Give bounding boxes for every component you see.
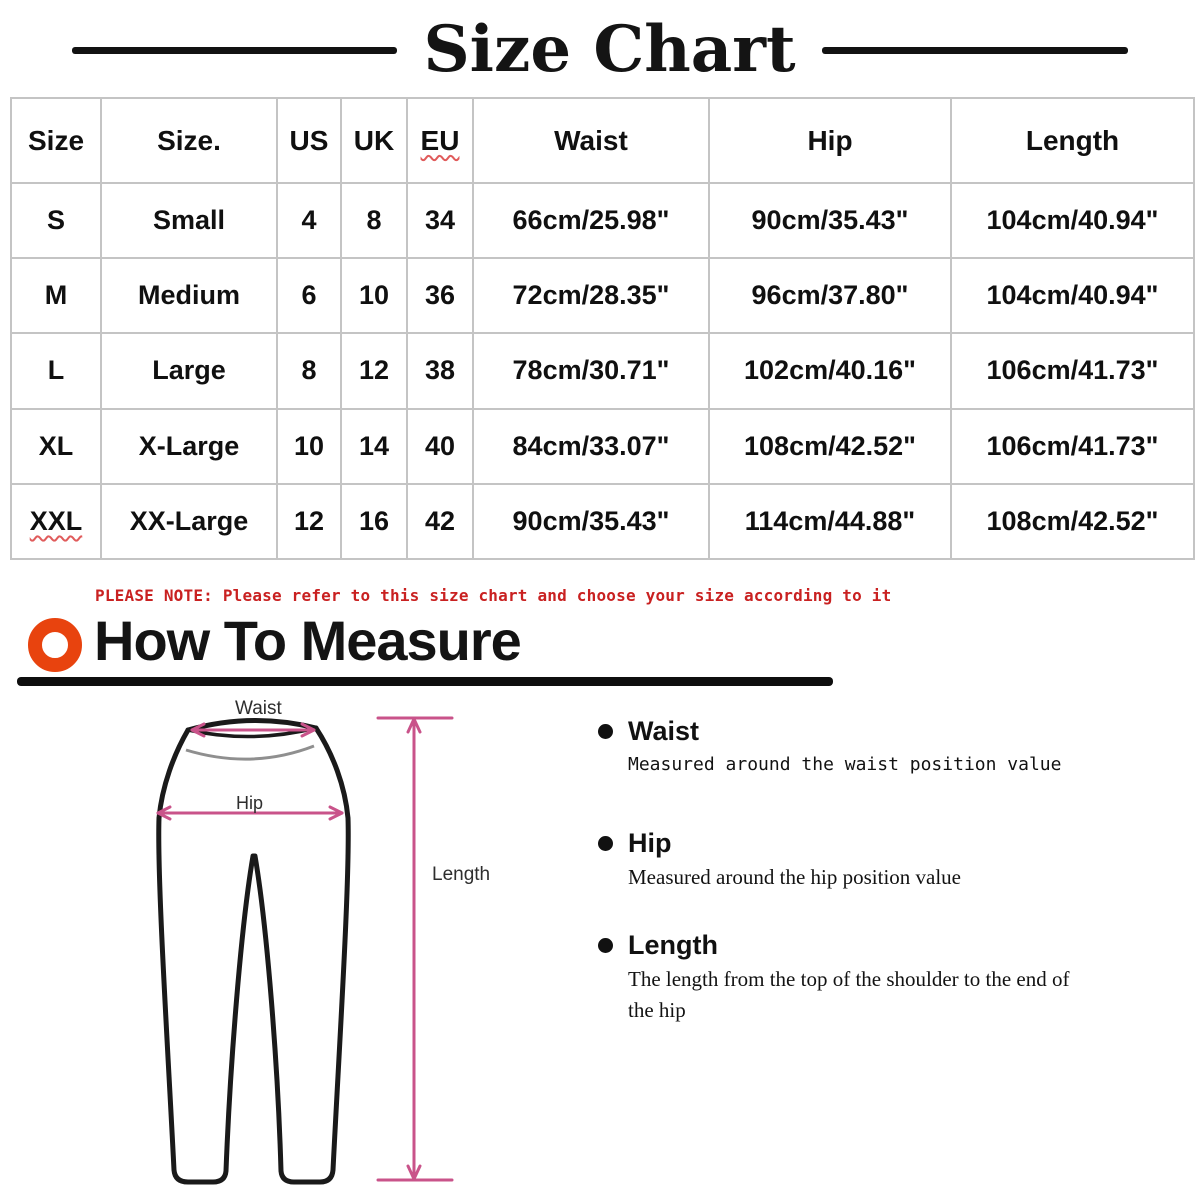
- measure-label: Hip: [628, 828, 672, 858]
- table-cell: 114cm/44.88": [709, 484, 951, 559]
- column-header: Size: [11, 98, 101, 183]
- measure-desc: The length from the top of the shoulder to the end of the hip: [628, 967, 1070, 1022]
- diagram-length-label: Length: [432, 864, 491, 885]
- how-to-measure-heading: How To Measure: [94, 609, 521, 672]
- table-cell: 4: [277, 183, 341, 258]
- column-header: Waist: [473, 98, 709, 183]
- table-cell: 104cm/40.94": [951, 183, 1194, 258]
- measurement-lines: [158, 718, 452, 1180]
- waistband-seam: [186, 746, 314, 759]
- bullet-icon: [598, 938, 613, 953]
- table-cell: 72cm/28.35": [473, 258, 709, 333]
- measure-desc: Measured around the waist position value: [628, 754, 1062, 775]
- title-rule-left: [72, 47, 397, 54]
- page-title: Size Chart: [423, 12, 796, 87]
- table-cell: 8: [277, 333, 341, 408]
- table-cell: 66cm/25.98": [473, 183, 709, 258]
- bullet-icon: [598, 724, 613, 739]
- table-cell: 102cm/40.16": [709, 333, 951, 408]
- size-table-wrap: [10, 97, 1193, 560]
- table-cell: 12: [341, 333, 407, 408]
- column-header: EU: [407, 98, 473, 183]
- table-row: [11, 258, 1194, 333]
- table-cell: 10: [341, 258, 407, 333]
- measure-label: Length: [628, 930, 718, 960]
- table-cell: 16: [341, 484, 407, 559]
- table-cell: 36: [407, 258, 473, 333]
- table-row: [11, 484, 1194, 559]
- length-measure-line: [378, 718, 452, 1180]
- measure-item-hip: [596, 826, 1096, 893]
- table-cell: Medium: [101, 258, 277, 333]
- diagram-hip-label: Hip: [236, 793, 264, 813]
- table-cell: 12: [277, 484, 341, 559]
- table-cell: 108cm/42.52": [951, 484, 1194, 559]
- table-row: [11, 333, 1194, 408]
- table-cell: 96cm/37.80": [709, 258, 951, 333]
- table-cell: 14: [341, 409, 407, 484]
- table-cell: 10: [277, 409, 341, 484]
- bullseye-icon: [28, 618, 82, 672]
- table-cell: M: [11, 258, 101, 333]
- table-cell: 38: [407, 333, 473, 408]
- table-cell: 106cm/41.73": [951, 333, 1194, 408]
- table-cell: Small: [101, 183, 277, 258]
- table-cell: 108cm/42.52": [709, 409, 951, 484]
- table-cell: 104cm/40.94": [951, 258, 1194, 333]
- size-table: [10, 97, 1195, 560]
- table-row: [11, 409, 1194, 484]
- table-cell: X-Large: [101, 409, 277, 484]
- table-header-row: [11, 98, 1194, 183]
- column-header: Size.: [101, 98, 277, 183]
- column-header: UK: [341, 98, 407, 183]
- table-cell: 42: [407, 484, 473, 559]
- table-cell: S: [11, 183, 101, 258]
- table-cell: 6: [277, 258, 341, 333]
- table-cell: XX-Large: [101, 484, 277, 559]
- please-note-text: PLEASE NOTE: Please refer to this size chart and choose your size according to it: [95, 586, 892, 605]
- measure-label: Waist: [628, 716, 700, 746]
- table-cell: L: [11, 333, 101, 408]
- column-header: Length: [951, 98, 1194, 183]
- page-title-row: [0, 8, 1200, 92]
- table-cell: 8: [341, 183, 407, 258]
- measure-desc: Measured around the hip position value: [628, 865, 962, 889]
- table-cell: Large: [101, 333, 277, 408]
- table-cell: 90cm/35.43": [709, 183, 951, 258]
- measure-item-length: [596, 928, 1096, 1026]
- table-cell: 34: [407, 183, 473, 258]
- table-cell: XXL: [11, 484, 101, 559]
- table-cell: 84cm/33.07": [473, 409, 709, 484]
- pants-outline: [159, 720, 348, 1182]
- table-cell: 78cm/30.71": [473, 333, 709, 408]
- diagram-waist-label: Waist: [235, 698, 282, 719]
- table-cell: 40: [407, 409, 473, 484]
- table-cell: 90cm/35.43": [473, 484, 709, 559]
- table-cell: XL: [11, 409, 101, 484]
- table-cell: 106cm/41.73": [951, 409, 1194, 484]
- table-row: [11, 183, 1194, 258]
- bullet-icon: [598, 836, 613, 851]
- heading-underline: [17, 677, 833, 686]
- measure-item-waist: [596, 714, 1096, 780]
- pants-diagram: [100, 690, 560, 1200]
- title-rule-right: [822, 47, 1128, 54]
- column-header: Hip: [709, 98, 951, 183]
- column-header: US: [277, 98, 341, 183]
